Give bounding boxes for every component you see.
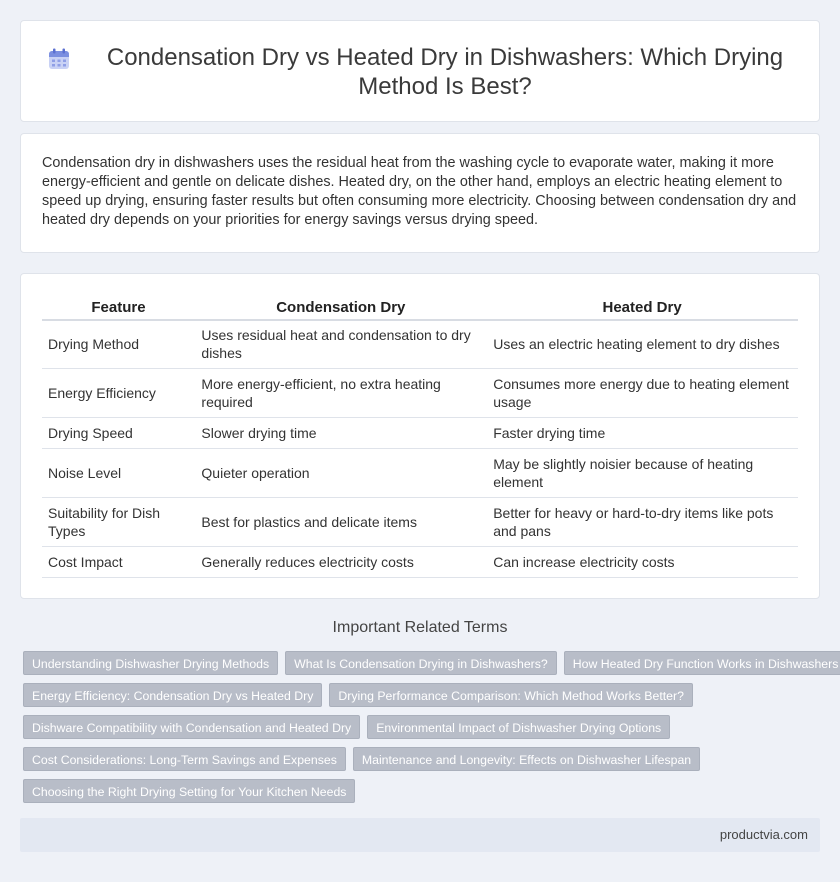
table-cell: Drying Method bbox=[42, 320, 195, 368]
column-header-feature: Feature bbox=[42, 296, 195, 320]
related-term-chip[interactable]: Drying Performance Comparison: Which Method Works Better? bbox=[329, 683, 693, 707]
table-cell: Noise Level bbox=[42, 448, 195, 497]
table-row bbox=[42, 546, 798, 577]
table-row bbox=[42, 497, 798, 546]
related-term-chip[interactable]: How Heated Dry Function Works in Dishwashers bbox=[564, 651, 840, 675]
table-cell: Drying Speed bbox=[42, 417, 195, 448]
table-row bbox=[42, 417, 798, 448]
related-term-chip[interactable]: Understanding Dishwasher Drying Methods bbox=[23, 651, 278, 675]
related-terms-row bbox=[23, 715, 670, 739]
table-cell: Generally reduces electricity costs bbox=[195, 546, 487, 577]
table-cell: Best for plastics and delicate items bbox=[195, 497, 487, 546]
related-terms-row bbox=[23, 651, 840, 675]
table-row bbox=[42, 368, 798, 417]
table-cell: Faster drying time bbox=[487, 417, 798, 448]
table-cell: Uses an electric heating element to dry dishes bbox=[487, 320, 798, 368]
column-header-condensation-dry: Condensation Dry bbox=[195, 296, 487, 320]
table-row bbox=[42, 320, 798, 368]
column-header-heated-dry: Heated Dry bbox=[487, 296, 798, 320]
table-cell: Energy Efficiency bbox=[42, 368, 195, 417]
related-term-chip[interactable]: Energy Efficiency: Condensation Dry vs Heated Dry bbox=[23, 683, 322, 707]
table-cell: Better for heavy or hard-to-dry items like pots and pans bbox=[487, 497, 798, 546]
intro-card bbox=[20, 133, 820, 253]
related-term-chip[interactable]: Cost Considerations: Long-Term Savings and Expenses bbox=[23, 747, 346, 771]
table-cell: May be slightly noisier because of heating element bbox=[487, 448, 798, 497]
comparison-table bbox=[42, 296, 798, 578]
table-cell: Quieter operation bbox=[195, 448, 487, 497]
table-cell: Suitability for Dish Types bbox=[42, 497, 195, 546]
related-terms-row bbox=[23, 683, 693, 707]
related-term-chip[interactable]: Dishware Compatibility with Condensation and Heated Dry bbox=[23, 715, 360, 739]
related-terms-row bbox=[23, 779, 355, 803]
intro-paragraph: Condensation dry in dishwashers uses the residual heat from the washing cycle to evaporate water, making it more energy-efficient and gentle on delicate dishes. Heated dry, on the other hand, employs an electric heating element to speed up drying, ensuring faster results but often consuming more electricity. Choosing between condensation dry and heated dry depends on your priorities for energy savings versus drying speed. bbox=[42, 155, 797, 228]
table-cell: Consumes more energy due to heating element usage bbox=[487, 368, 798, 417]
comparison-table-card bbox=[20, 273, 820, 599]
table-cell: More energy-efficient, no extra heating required bbox=[195, 368, 487, 417]
related-term-chip[interactable]: Choosing the Right Drying Setting for Your Kitchen Needs bbox=[23, 779, 355, 803]
footer bbox=[20, 818, 820, 852]
table-cell: Cost Impact bbox=[42, 546, 195, 577]
related-terms-heading: Important Related Terms bbox=[332, 619, 508, 636]
site-name[interactable]: productvia.com bbox=[719, 827, 808, 842]
table-cell: Can increase electricity costs bbox=[487, 546, 798, 577]
related-term-chip[interactable]: Environmental Impact of Dishwasher Drying Options bbox=[367, 715, 670, 739]
table-cell: Uses residual heat and condensation to dry dishes bbox=[195, 320, 487, 368]
related-term-chip[interactable]: Maintenance and Longevity: Effects on Dishwasher Lifespan bbox=[353, 747, 700, 771]
table-cell: Slower drying time bbox=[195, 417, 487, 448]
page-title: Condensation Dry vs Heated Dry in Dishwashers: Which Drying Method Is Best? bbox=[106, 44, 784, 100]
table-row bbox=[42, 448, 798, 497]
table-header-row bbox=[42, 296, 798, 320]
related-terms-row bbox=[23, 747, 700, 771]
related-term-chip[interactable]: What Is Condensation Drying in Dishwashers? bbox=[285, 651, 557, 675]
title-card bbox=[20, 20, 820, 122]
